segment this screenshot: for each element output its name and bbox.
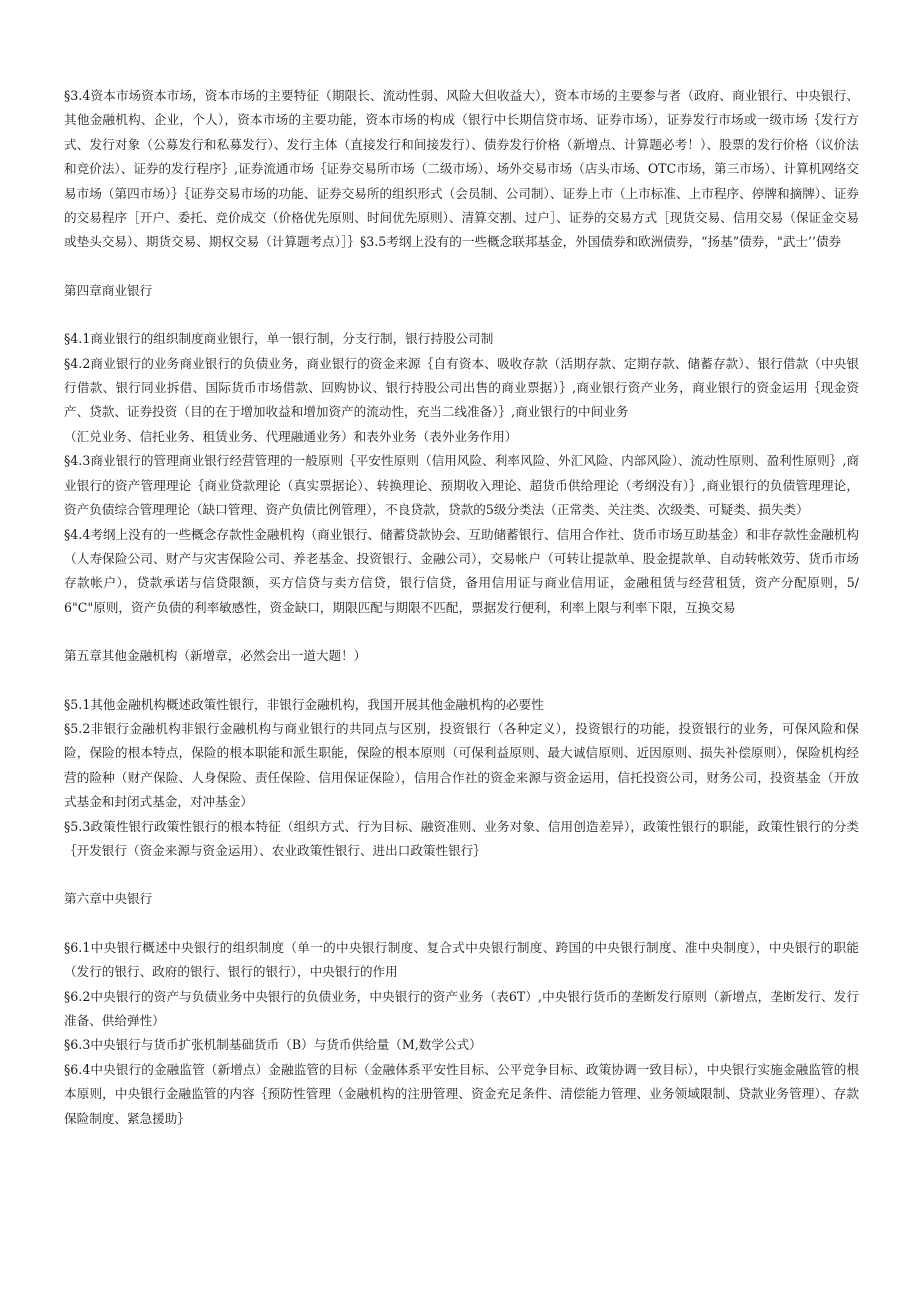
section-5-1-paragraph: §5.1其他金融机构概述政策性银行，非银行金融机构，我国开展其他金融机构的必要性 bbox=[64, 696, 544, 712]
chapter-4-title: 第四章商业银行 bbox=[64, 282, 153, 298]
section-4-4-paragraph: §4.4考纲上没有的一些概念存款性金融机构（商业银行、储蓄贷款协会、互助储蓄银行、信用合作社、货币市场互助基金）和非存款性金融机构（人寿保险公司、财产与灾害保险公司、养老基金、投资银行、金融公司），交易帐户（可转让提款单、股金提款单、自动转帐效劳、货币市场存款帐户），贷款承诺与信贷限额，买方信贷与卖方信贷，银行信贷，备用信用证与商业信用证，金融租赁与经营租赁，资产分配原则，5/6"C"原则，资产负债的利率敏感性，资金缺口，期限匹配与期限不匹配，票据发行便利，利率上限与利率下限，互换交易 bbox=[64, 526, 859, 615]
section-6-2-paragraph: §6.2中央银行的资产与负债业务中央银行的负债业务，中央银行的资产业务（表6T）,中央银行货币的垄断发行原则（新增点，垄断发行、发行准备、供给弹性） bbox=[64, 988, 859, 1028]
section-3-4-paragraph: §3.4资本市场资本市场，资本市场的主要特征（期限长、流动性弱、风险大但收益大），资本市场的主要参与者（政府、商业银行、中央银行、其他金融机构、企业，个人），资本市场的主要功能，资本市场的构成（银行中长期信贷市场、证券市场），证券发行市场或一级市场｛发行方式、发行对象（公募发行和私募发行）、发行主体（直接发行和间接发行）、债券发行价格（新增点、计算题必考！）、股票的发行价格（议价法和竞价法）、证券的发行程序｝,证券流通市场｛证券交易所市场（二级市场）、场外交易市场（店头市场、OTC市场，第三市场）、计算机网络交易市场（第四市场）｝｛证券交易市场的功能、证券交易所的组织形式（会员制、公司制）、证券上市（上市标准、上市程序、停牌和摘牌）、证券的交易程序［开户、委托、竞价成交（价格优先原则、时间优先原则）、清算交割、过户］、证券的交易方式［现货交易、信用交易（保证金交易或垫头交易）、期货交易、期权交易（计算题考点）］｝§3.5考纲上没有的一些概念联邦基金，外国债券和欧洲债券，“扬基”债券，"武士’’债券 bbox=[64, 88, 859, 250]
section-4-2-continuation: （汇兑业务、信托业务、租赁业务、代理融通业务）和表外业务（表外业务作用） bbox=[64, 428, 518, 444]
chapter-5-title: 第五章其他金融机构（新增章，必然会出一道大题！） bbox=[64, 648, 367, 664]
section-4-2-paragraph: §4.2商业银行的业务商业银行的负债业务，商业银行的资金来源｛自有资本、吸收存款（活期存款、定期存款、储蓄存款）、银行借款（中央银行借款、银行同业拆借、国际货币市场借款、回购协议、银行持股公司出售的商业票据）｝,商业银行资产业务，商业银行的资金运用｛现金资产、贷款、证券投资（目的在于增加收益和增加资产的流动性，充当二线准备）｝,商业银行的中间业务 bbox=[64, 355, 859, 420]
section-6-3-paragraph: §6.3中央银行与货币扩张机制基础货币（B）与货币供给量（M,数学公式） bbox=[64, 1037, 482, 1053]
section-4-3-paragraph: §4.3商业银行的管理商业银行经营管理的一般原则｛平安性原则（信用风险、利率风险、外汇风险、内部风险）、流动性原则、盈利性原则｝,商业银行的资产管理理论｛商业贷款理论（真实票据论）、转换理论、预期收入理论、超货币供给理论（考纲没有）｝,商业银行的负债管理理论，资产负债综合管理理论（缺口管理、资产负债比例管理），不良贷款，贷款的5级分类法（正常类、关注类、次级类、可疑类、损失类） bbox=[64, 453, 859, 518]
section-5-3-paragraph: §5.3政策性银行政策性银行的根本特征（组织方式、行为目标、融资准则、业务对象、信用创造差异），政策性银行的职能，政策性银行的分类｛开发银行（资金来源与资金运用）、农业政策性银行、进出口政策性银行｝ bbox=[64, 818, 859, 858]
section-6-4-paragraph: §6.4中央银行的金融监管（新增点）金融监管的目标（金融体系平安性目标、公平竞争目标、政策协调一致目标），中央银行实施金融监管的根本原则，中央银行金融监管的内容｛预防性管理（金融机构的注册管理、资金充足条件、清偿能力管理、业务领域限制、贷款业务管理）、存款保险制度、紧急援助｝ bbox=[64, 1061, 859, 1126]
section-6-1-paragraph: §6.1中央银行概述中央银行的组织制度（单一的中央银行制度、复合式中央银行制度、跨国的中央银行制度、准中央制度），中央银行的职能（发行的银行、政府的银行、银行的银行），中央银行的作用 bbox=[64, 939, 859, 980]
document-page bbox=[64, 84, 859, 1131]
section-5-2-paragraph: §5.2非银行金融机构非银行金融机构与商业银行的共同点与区别，投资银行（各种定义），投资银行的功能，投资银行的业务，可保风险和保险，保险的根本特点，保险的根本职能和派生职能，保险的根本原则（可保利益原则、最大诚信原则、近因原则、损失补偿原则），保险机构经营的险种（财产保险、人身保险、责任保险、信用保证保险），信用合作社的资金来源与资金运用，信托投资公司，财务公司，投资基金（开放式基金和封闭式基金，对冲基金） bbox=[64, 720, 859, 810]
section-4-1-paragraph: §4.1商业银行的组织制度商业银行，单一银行制，分支行制，银行持股公司制 bbox=[64, 331, 494, 347]
chapter-6-title: 第六章中央银行 bbox=[64, 891, 153, 907]
